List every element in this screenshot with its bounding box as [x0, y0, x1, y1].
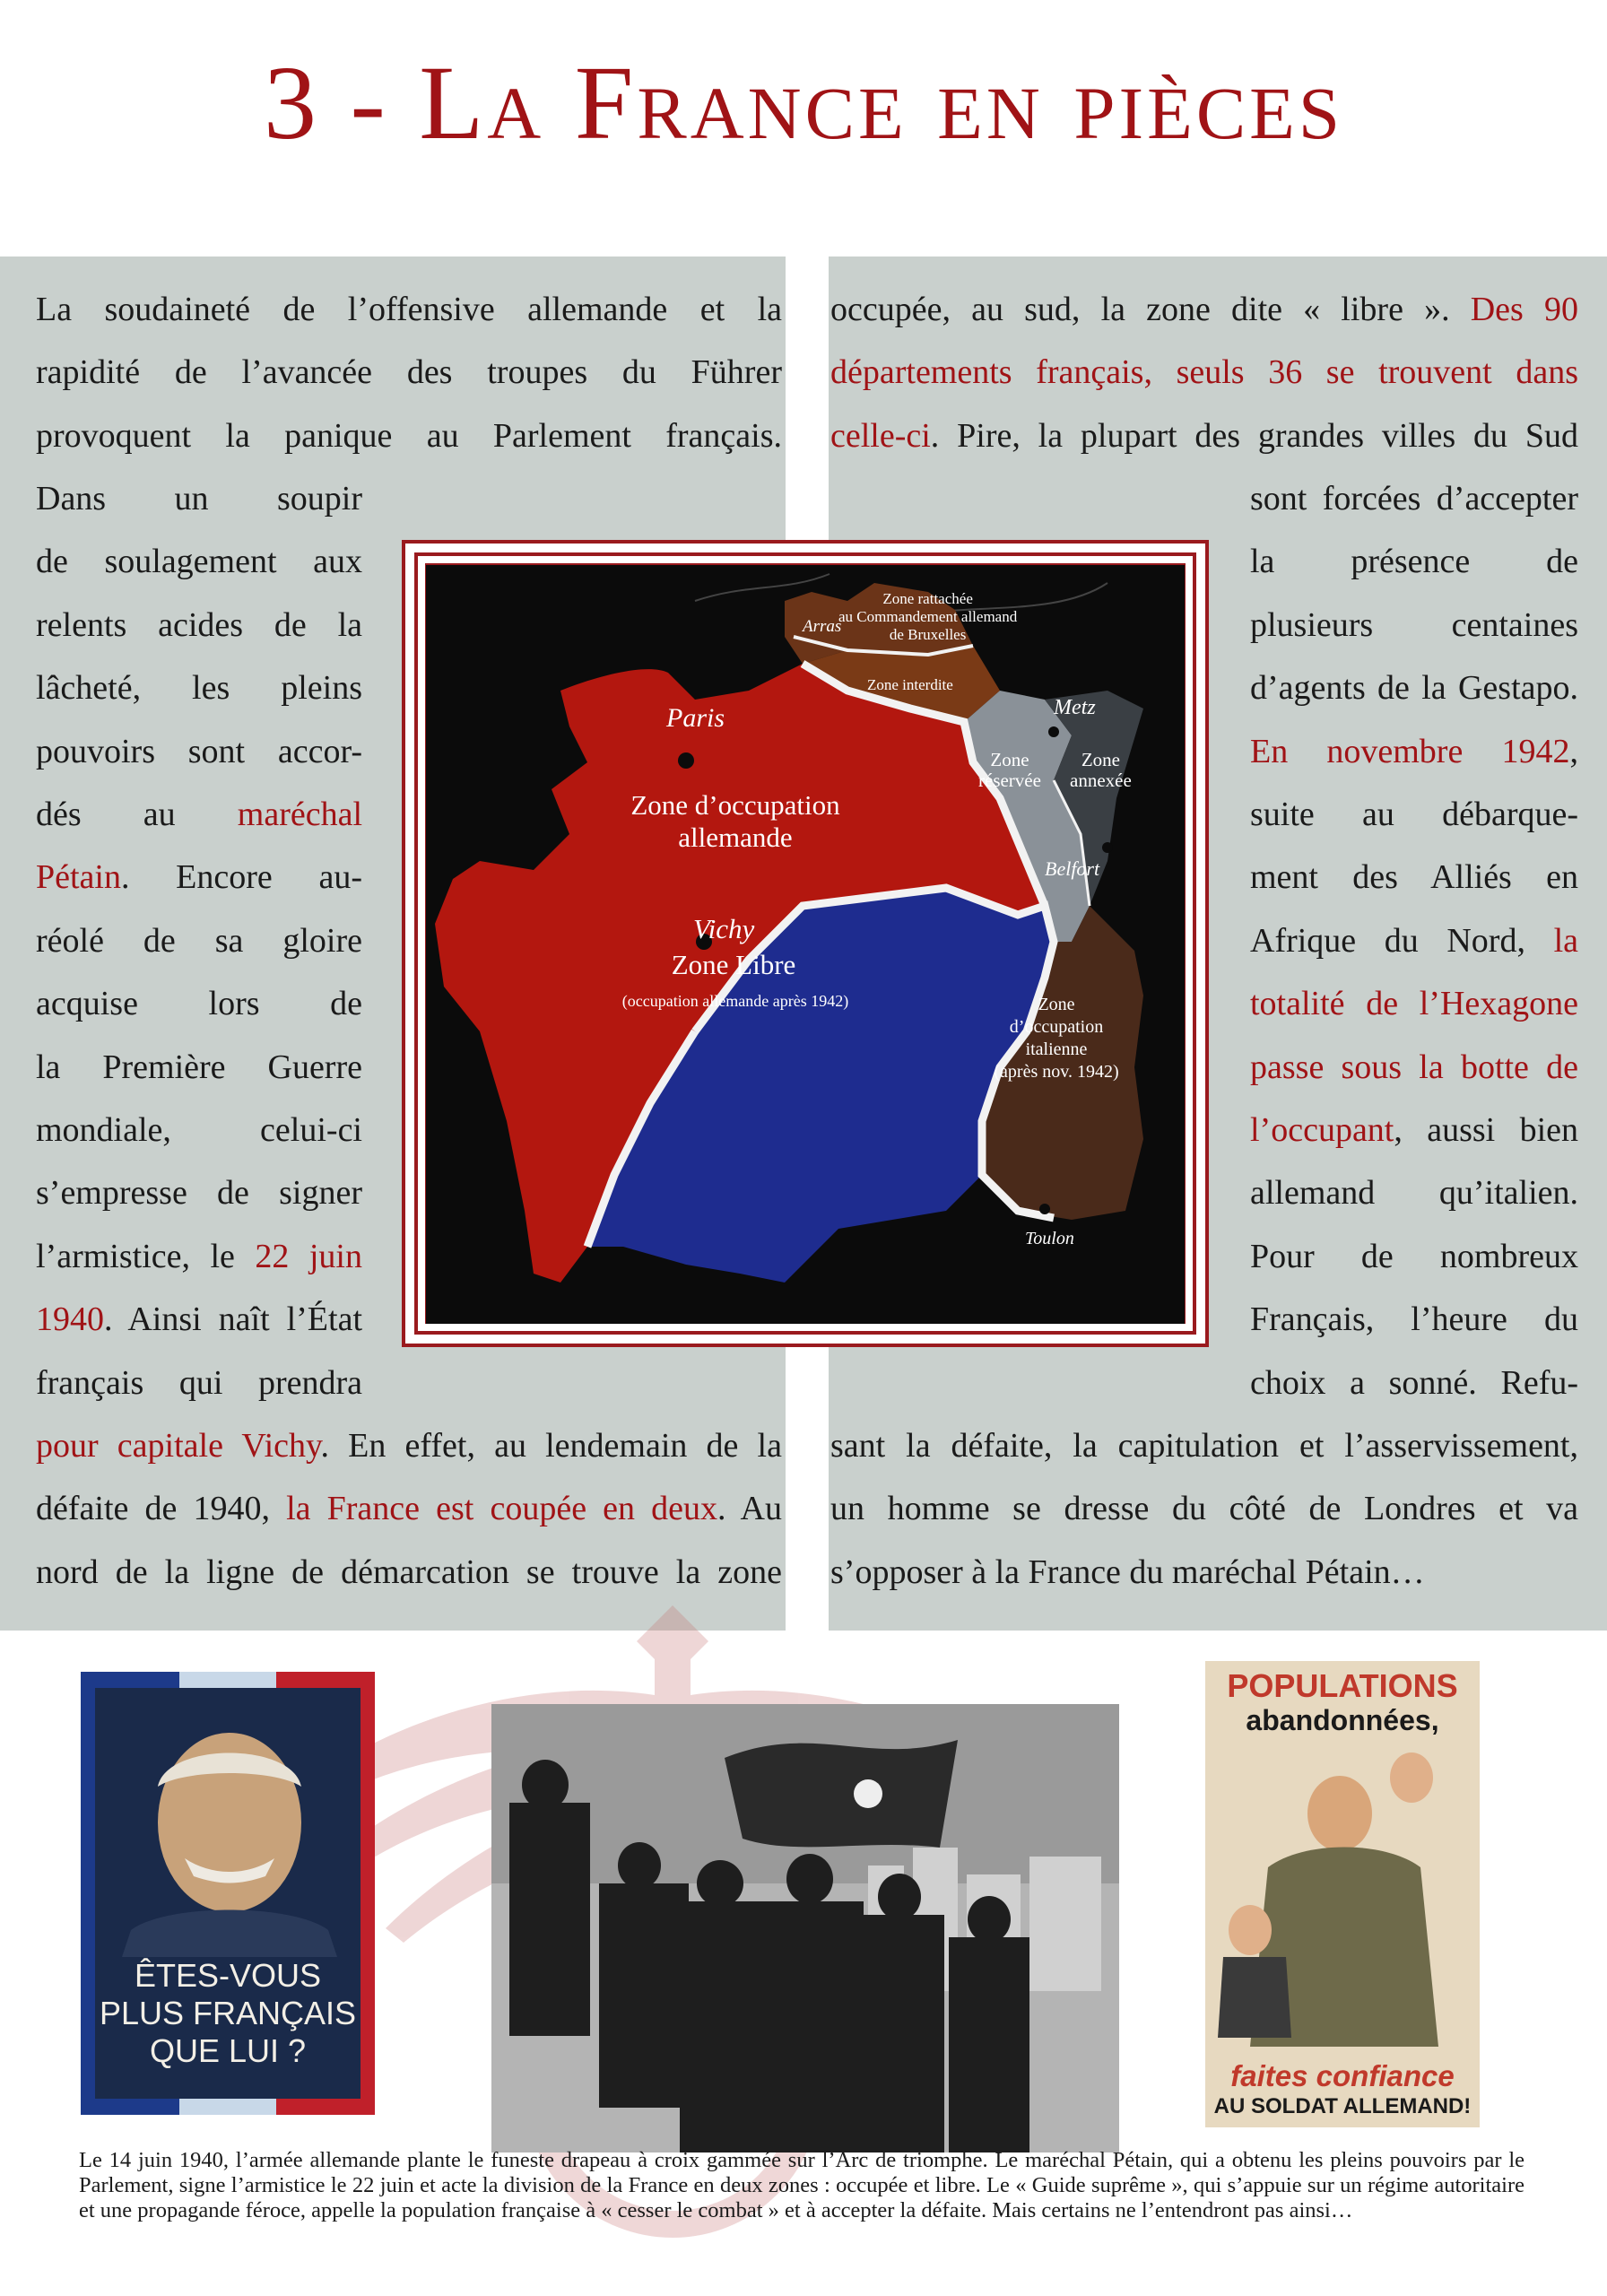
text-line — [830, 404, 1578, 467]
plain-text: pouvoirs sont accor- — [36, 732, 362, 770]
text-line — [36, 1477, 782, 1540]
photo-caption: Le 14 juin 1940, l’armée allemande plante le funeste drapeau à croix gammée sur l’Arc de triomphe. Le maréchal Pétain, qui a obtenu les pleins pouvoirs par le Parlement, signe l’armistice le 22 juin et acte la division de la France en deux zones : occupée et libre. Le « Guide suprême », qui s’appuie sur un régime autoritaire et une propagande féroce, appelle la population française à « cesser le combat » et à accepter la défaite. Mais certains ne l’entendront pas ainsi… — [79, 2148, 1524, 2222]
plain-text: acquise lors de — [36, 985, 362, 1023]
map-label-forbidden-zone: Zone interdite — [867, 676, 953, 693]
text-line — [1250, 530, 1578, 593]
highlight-text: Des 90 — [1470, 291, 1578, 328]
text-line: un homme se dresse du côté de Londres et va — [830, 1490, 1578, 1528]
body-text-right-top — [830, 278, 1578, 467]
highlight-text: la — [1553, 921, 1578, 960]
text-line: provoquent la panique au Parlement français. — [36, 416, 782, 455]
text-line — [36, 1288, 362, 1351]
text-line — [1250, 1036, 1578, 1099]
plain-text: suite au débarque- — [1250, 796, 1578, 834]
text-line — [1250, 594, 1578, 657]
plain-text: de soulagement aux — [36, 543, 362, 581]
text-line — [36, 783, 362, 846]
plain-text: . Pire, la plupart des grandes villes du Sud — [930, 416, 1578, 455]
body-text-right-narrow — [1250, 467, 1578, 1414]
text-line — [1250, 720, 1578, 783]
text-line — [1250, 1099, 1578, 1161]
plain-text: défaite de 1940, — [36, 1490, 287, 1528]
body-text-left-narrow — [36, 467, 362, 1414]
plain-text: mondiale, celui-ci — [36, 1111, 362, 1150]
text-line — [36, 846, 362, 909]
text-line — [830, 341, 1578, 404]
plain-text: d’agents de la Gestapo. — [1250, 669, 1578, 708]
text-line — [1250, 467, 1578, 530]
highlight-text: l’occupant — [1250, 1111, 1394, 1150]
highlight-text: totalité de l’Hexagone — [1250, 985, 1578, 1023]
highlight-text: passe sous la botte de — [1250, 1048, 1578, 1086]
text-line — [830, 278, 1578, 341]
text-line — [36, 1099, 362, 1161]
plain-text: , aussi bien — [1394, 1111, 1578, 1150]
text-line — [1250, 972, 1578, 1035]
poster-heading: POPULATIONS abandonnées, — [1227, 1667, 1458, 1736]
text-line — [36, 1414, 782, 1477]
text-line — [1250, 657, 1578, 719]
body-text-left-bottom — [36, 1414, 782, 1604]
plain-text: . Au — [717, 1490, 782, 1528]
highlight-text: maréchal — [237, 796, 362, 834]
body-text-left-top — [36, 278, 782, 467]
soldier-with-children-illustration — [1205, 1661, 1480, 2127]
highlight-text: En novembre 1942 — [1250, 732, 1570, 770]
plain-text: la présence de — [1250, 543, 1578, 581]
map-drawing — [426, 565, 1185, 1324]
map-label-paris: Paris — [666, 703, 725, 733]
map-label-vichy: Vichy — [693, 913, 755, 944]
text-line — [1250, 1288, 1578, 1351]
text-line: La soudaineté de l’offensive allemande et la — [36, 291, 782, 328]
text-line — [1250, 783, 1578, 846]
text-line — [1250, 1352, 1578, 1414]
plain-text: . Ainsi naît l’État — [104, 1300, 362, 1339]
text-line — [36, 1541, 782, 1604]
plain-text: plusieurs centaines — [1250, 605, 1578, 644]
plain-text: lâcheté, les pleins — [36, 669, 362, 708]
text-line: rapidité de l’avancée des troupes du Führer — [36, 353, 782, 392]
text-line — [36, 1161, 362, 1224]
plain-text: relents acides de la — [36, 605, 362, 644]
plain-text: l’armistice, le — [36, 1237, 256, 1275]
map-label-toulon: Toulon — [1025, 1229, 1074, 1248]
plain-text: s’empresse de signer — [36, 1174, 362, 1213]
plain-text: dés au — [36, 796, 238, 834]
text-line — [36, 720, 362, 783]
text-line — [36, 594, 362, 657]
text-line — [1250, 909, 1578, 972]
highlight-text: Pétain — [36, 858, 121, 897]
highlight-text: la France est coupée en deux — [286, 1490, 718, 1528]
text-line: s’opposer à la France du maréchal Pétain… — [830, 1552, 1425, 1591]
text-line — [36, 1352, 362, 1414]
poster-slogan: ÊTES-VOUS PLUS FRANÇAIS QUE LUI ? — [99, 1957, 357, 2069]
poster-footer: faites confiance AU SOLDAT ALLEMAND! — [1213, 2059, 1472, 2118]
plain-text: . En effet, au lendemain de la — [320, 1427, 782, 1465]
plain-text: sont forcées d’accepter — [1250, 480, 1578, 517]
paris-dot — [678, 752, 694, 769]
plain-text: occupée, au sud, la zone dite « libre ». — [830, 291, 1471, 328]
map-label-free-zone: Zone Libre — [671, 949, 796, 980]
text-line — [1250, 1225, 1578, 1288]
plain-text: réolé de sa gloire — [36, 921, 362, 960]
highlight-text: celle-ci — [830, 416, 931, 455]
text-line — [36, 657, 362, 719]
map-label-free-zone-note: (occupation allemande après 1942) — [621, 992, 849, 1010]
plain-text: Dans un soupir — [36, 480, 362, 517]
plain-text: choix a sonné. Refu- — [1250, 1363, 1578, 1402]
france-zones-map — [426, 565, 1185, 1324]
plain-text: . Encore au- — [120, 858, 362, 897]
petain-poster — [81, 1672, 375, 2115]
text-line — [36, 1225, 362, 1288]
text-line — [36, 1036, 362, 1099]
highlight-text: départements français, seuls 36 se trouvent dans — [830, 353, 1578, 392]
plain-text: Pour de nombreux — [1250, 1237, 1578, 1275]
map-label-occupied-zone: Zone d’occupation allemande — [630, 789, 840, 853]
map-label-annexed-zone: Zone annexée — [1070, 749, 1132, 791]
highlight-text: pour capitale Vichy — [36, 1427, 321, 1465]
text-line — [36, 530, 362, 593]
plain-text: allemand qu’italien. — [1250, 1174, 1578, 1213]
text-line — [1250, 1161, 1578, 1224]
text-line — [36, 972, 362, 1035]
plain-text: , — [1569, 732, 1578, 770]
map-label-reserved-zone: Zone réservée — [978, 749, 1041, 791]
plain-text: nord de la ligne de démarcation se trouve la zone — [36, 1552, 782, 1591]
plain-text: Afrique du Nord, — [1250, 921, 1554, 960]
map-label-brussels-zone: Zone rattachée au Commandement allemand de Bruxelles — [838, 590, 1018, 643]
map-label-italian-zone: Zone d’occupation italienne (après nov. 1942) — [994, 995, 1119, 1082]
propaganda-poster — [1205, 1661, 1480, 2127]
plain-text: la Première Guerre — [36, 1048, 362, 1086]
body-text-right-bottom — [830, 1414, 1578, 1604]
text-line — [36, 467, 362, 530]
plain-text: ment des Alliés en — [1250, 858, 1578, 897]
text-line — [36, 909, 362, 972]
plain-text: Français, l’heure du — [1250, 1300, 1578, 1339]
highlight-text: 1940 — [36, 1300, 104, 1339]
map-label-belfort: Belfort — [1045, 857, 1100, 880]
text-line — [1250, 846, 1578, 909]
arc-de-triomphe-photo — [491, 1704, 1119, 2152]
plain-text: français qui prendra — [36, 1363, 362, 1402]
text-line: sant la défaite, la capitulation et l’asservissement, — [830, 1427, 1578, 1465]
page-title: 3 - La France en pièces — [263, 44, 1344, 161]
highlight-text: 22 juin — [255, 1237, 362, 1275]
map-label-arras: Arras — [803, 617, 842, 636]
map-label-metz: Metz — [1054, 696, 1096, 719]
